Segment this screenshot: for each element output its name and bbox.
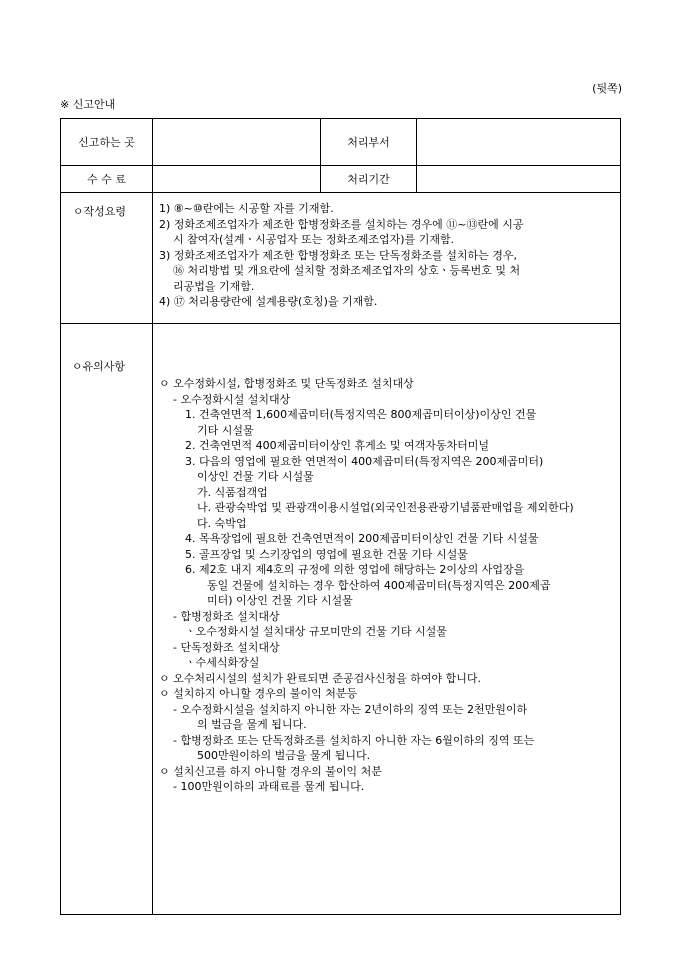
notes-line: 4. 목욕장업에 필요한 건축연면적이 200제곱미터이상인 건물 기타 시설물: [185, 532, 539, 545]
processing-period-label: 처리기간: [321, 166, 417, 193]
notes-line: ㆍ오수정화시설 설치대상 규모미만의 건물 기타 시설물: [185, 625, 447, 638]
back-side-label: (뒷쪽): [592, 82, 622, 95]
notes-content: [153, 324, 621, 915]
notes-line: - 단독정화조 설치대상: [173, 640, 280, 654]
guide-row: [61, 193, 621, 324]
notes-line: - 오수정화시설 설치대상: [173, 392, 291, 406]
guide-line: ⑯ 처리방법 및 개요란에 설치할 정화조제조업자의 상호ㆍ등록번호 및 처: [173, 264, 521, 277]
notes-line: 2. 건축연면적 400제곱미터이상인 휴게소 및 여객자동차터미널: [185, 439, 489, 452]
notes-line: 의 벌금을 물게 됩니다.: [197, 718, 307, 731]
submit-to-value: [153, 119, 321, 166]
guide-line: 3) 정화조제조업자가 제조한 합병정화조 또는 단독정화조를 설치하는 경우,: [159, 248, 518, 262]
guide-label: ㅇ작성요령: [72, 205, 127, 218]
notes-label-cell: [61, 324, 153, 915]
notes-line: 기타 시설물: [197, 423, 254, 437]
submit-row: [61, 119, 621, 166]
notes-line: 가. 식품접객업: [197, 485, 268, 499]
processing-dept-value: [417, 119, 621, 166]
processing-dept-label: 처리부서: [321, 119, 417, 166]
notes-line: - 100만원이하의 과태료를 물게 됩니다.: [173, 780, 365, 793]
notes-label: ㅇ유의사항: [71, 360, 126, 373]
notes-line: ㅇ 설치하지 아니할 경우의 불이익 처분등: [159, 687, 358, 700]
guide-line: 리공법을 기재함.: [173, 279, 255, 293]
guide-label-cell: [61, 193, 153, 324]
processing-period-value: [417, 166, 621, 193]
notes-line: 6. 제2호 내지 제4호의 규정에 의한 영업에 해당하는 2이상의 사업장을: [185, 563, 525, 576]
notes-line: 500만원이하의 벌금을 물게 됩니다.: [197, 749, 371, 762]
guide-line: 1) ⑧~⑩란에는 시공할 자를 기재함.: [159, 202, 334, 215]
notes-line: 다. 숙박업: [197, 516, 247, 530]
notes-row: [61, 324, 621, 915]
notes-line: 나. 관광숙박업 및 관광객이용시설업(외국인전용관광기념품판매업을 제외한다): [197, 501, 574, 514]
notes-line: - 합병정화조 설치대상: [173, 609, 280, 623]
guide-line: 4) ⑰ 처리용량란에 설계용량(호칭)을 기재함.: [159, 295, 378, 308]
fee-row: [61, 166, 621, 193]
notes-line: 5. 골프장업 및 스키장업의 영업에 필요한 건물 기타 시설물: [185, 547, 468, 561]
notes-line: 동일 건물에 설치하는 경우 합산하여 400제곱미터(특정지역은 200제곱: [207, 578, 551, 592]
notes-line: 1. 건축연면적 1,600제곱미터(특정지역은 800제곱미터이상)이상인 건물: [185, 408, 537, 421]
submit-to-label: 신고하는 곳: [61, 119, 153, 166]
notes-line: ㅇ 설치신고를 하지 아니할 경우의 불이익 처분: [159, 764, 382, 778]
notes-line: 3. 다음의 영업에 필요한 연면적이 400제곱미터(특정지역은 200제곱미터): [185, 454, 544, 468]
report-guide-table: [60, 118, 621, 915]
notes-line: ㅇ 오수처리시설의 설치가 완료되면 준공검사신청을 하여야 합니다.: [159, 671, 482, 685]
fee-label: 수 수 료: [61, 166, 153, 193]
notes-line: ㆍ수세식화장실: [185, 656, 260, 669]
notes-line: ㅇ 오수정화시설, 합병정화조 및 단독정화조 설치대상: [159, 377, 414, 390]
notes-line: 이상인 건물 기타 시설물: [197, 470, 314, 483]
fee-value: [153, 166, 321, 193]
guide-line: 시 참여자(설계ㆍ시공업자 또는 정화조제조업자)를 기재함.: [173, 233, 455, 246]
guide-line: 2) 정화조제조업자가 제조한 합병정화조를 설치하는 경우에 ⑪~⑬란에 시공: [159, 217, 524, 231]
notes-line: - 합병정화조 또는 단독정화조를 설치하지 아니한 자는 6월이하의 징역 또는: [173, 733, 535, 747]
section-title: ※ 신고안내: [60, 98, 116, 111]
notes-line: 미터) 이상인 건물 기타 시설물: [207, 594, 353, 607]
notes-line: - 오수정화시설을 설치하지 아니한 자는 2년이하의 징역 또는 2천만원이하: [173, 702, 528, 716]
guide-content: [153, 193, 621, 324]
